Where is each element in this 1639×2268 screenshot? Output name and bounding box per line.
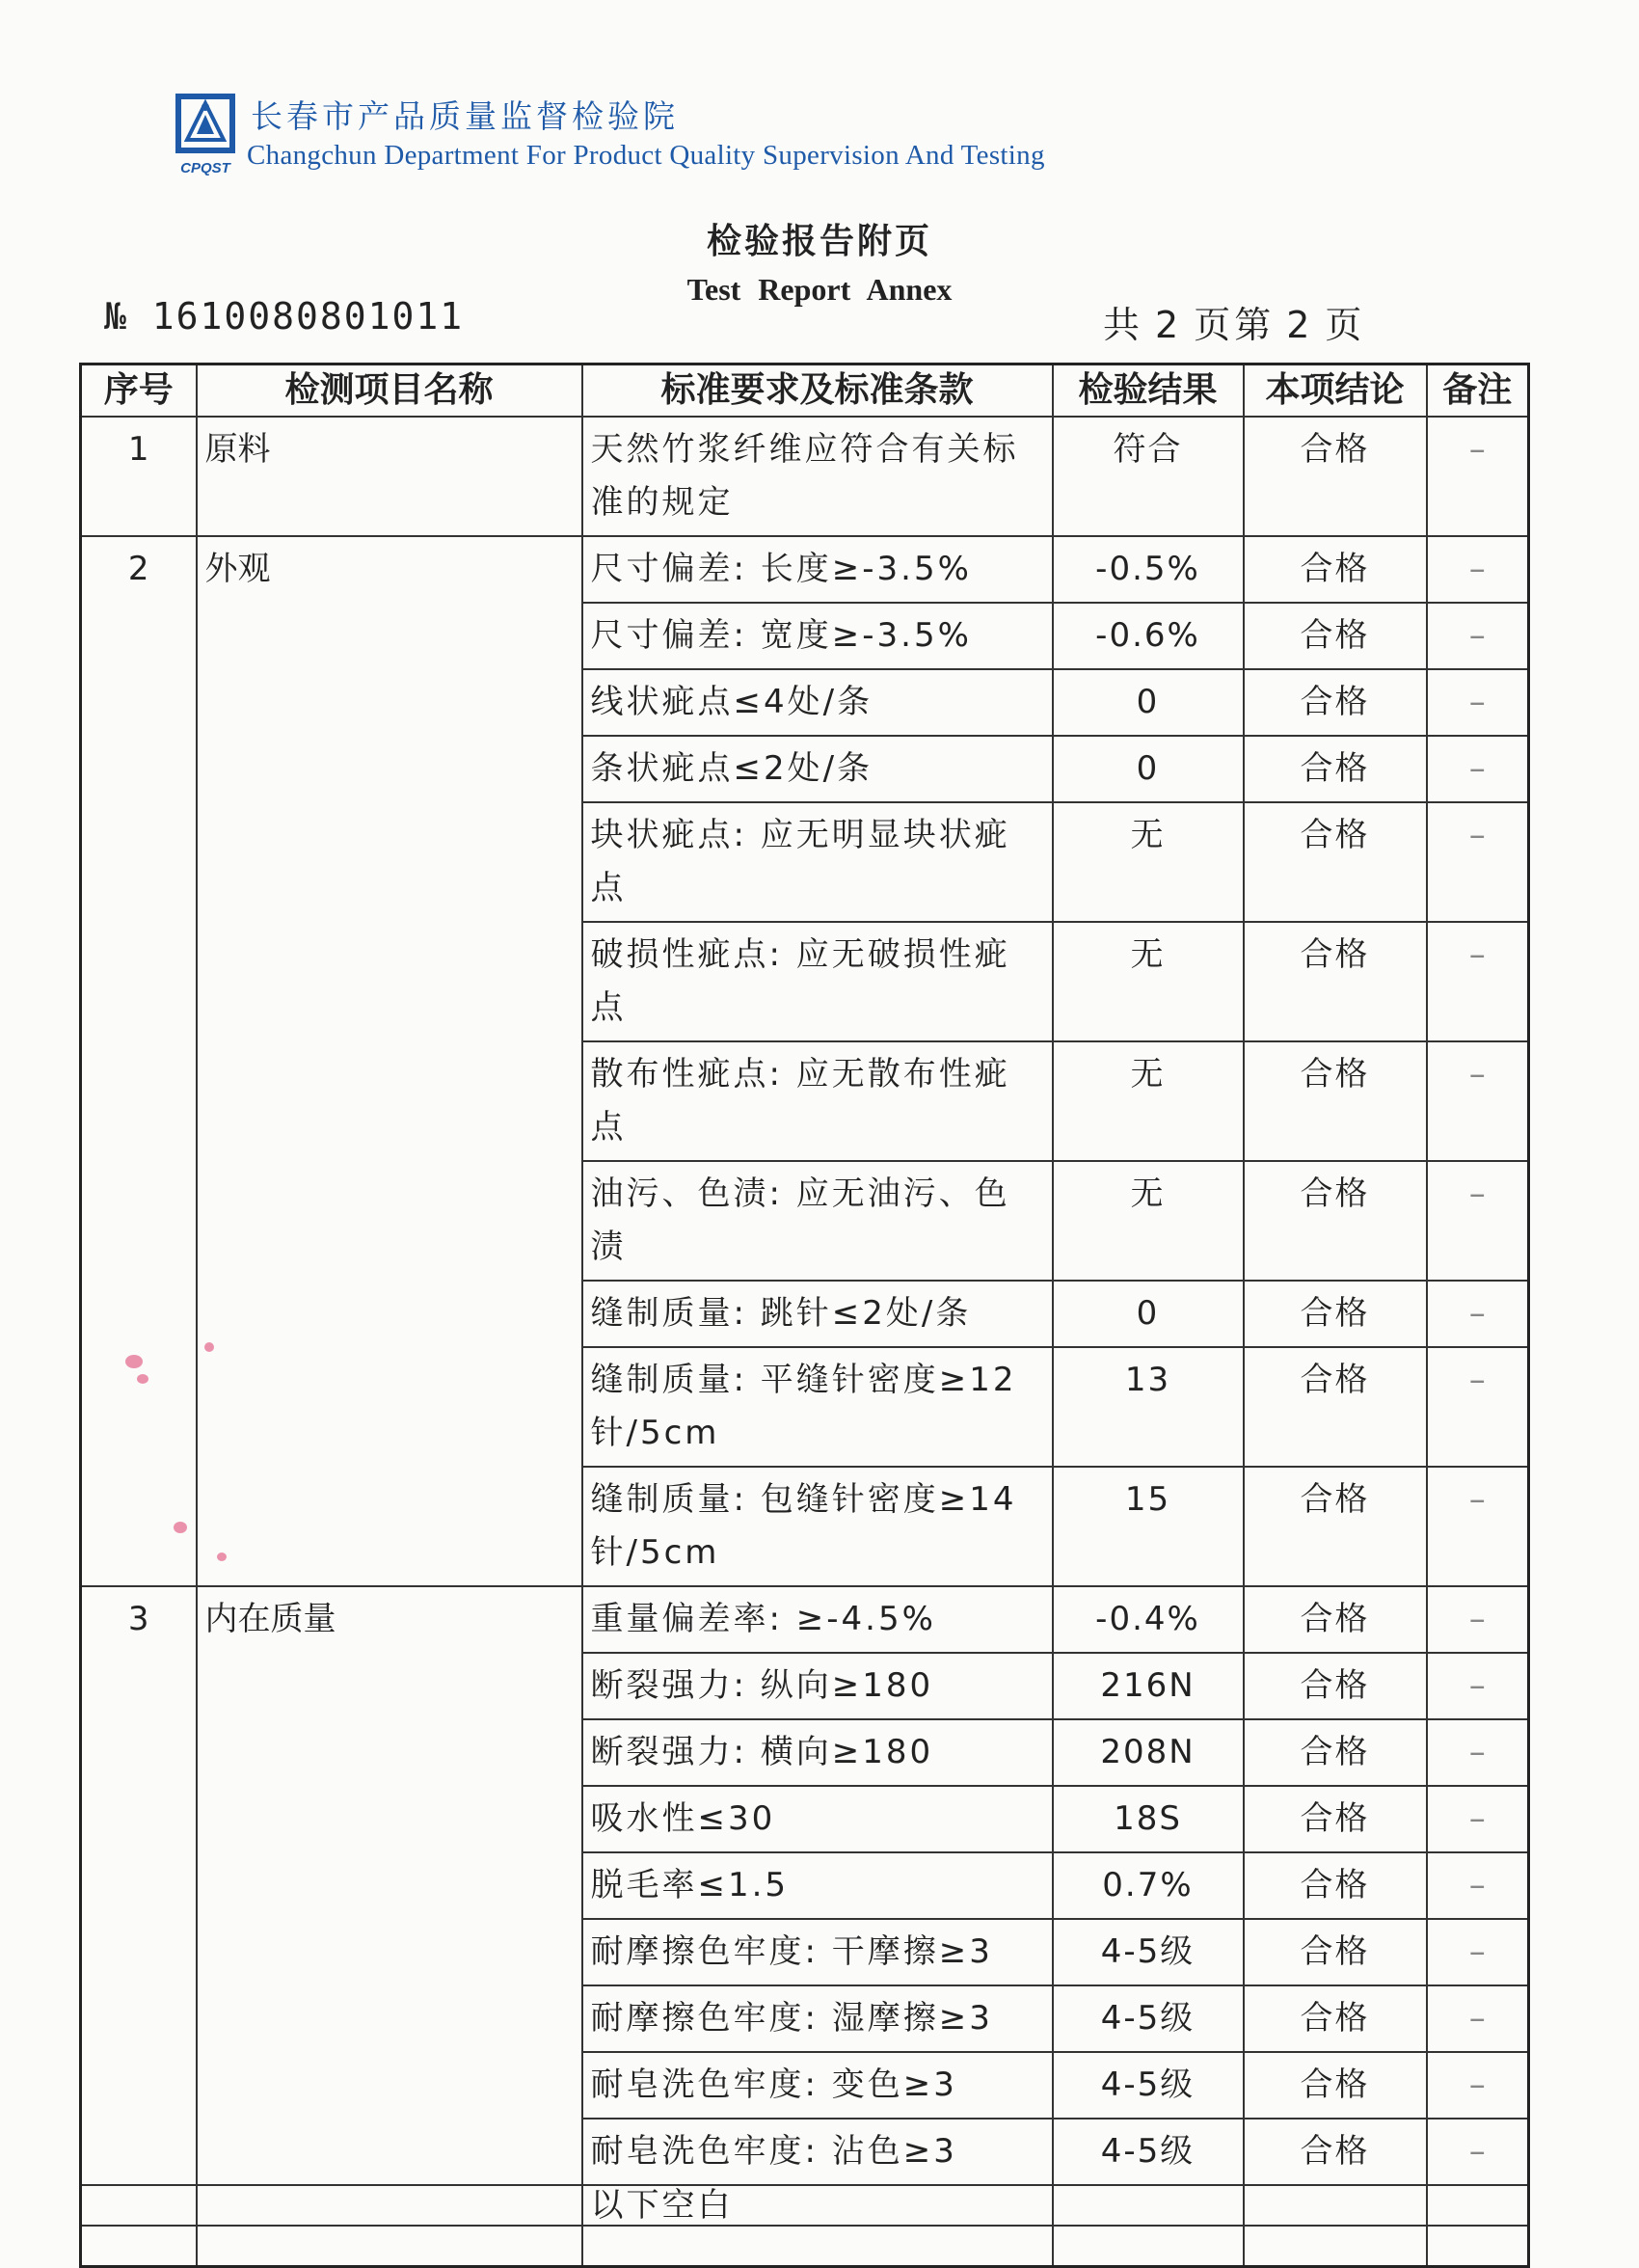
empty-row [81, 2226, 1529, 2267]
requirement-cell: 块状疵点: 应无明显块状疵点 [582, 802, 1053, 922]
page-current: 2 [1286, 304, 1314, 346]
logo-text: CPQST [180, 160, 230, 176]
conclusion-cell: 合格 [1244, 1786, 1427, 1852]
conclusion-cell: 合格 [1244, 1347, 1427, 1467]
requirement-cell: 尺寸偏差: 宽度≥-3.5% [582, 603, 1053, 669]
cpqst-logo-icon [174, 92, 237, 178]
result-cell: -0.5% [1053, 536, 1244, 603]
header-item: 检测项目名称 [197, 364, 582, 418]
requirement-cell: 缝制质量: 平缝针密度≥12针/5cm [582, 1347, 1053, 1467]
conclusion-cell: 合格 [1244, 1919, 1427, 1985]
empty-cell [81, 2226, 197, 2267]
requirement-cell: 断裂强力: 纵向≥180 [582, 1653, 1053, 1719]
requirement-cell: 条状疵点≤2处/条 [582, 736, 1053, 802]
result-cell: 4-5级 [1053, 2052, 1244, 2119]
page-total-prefix: 共 [1103, 304, 1144, 346]
remark-cell: – [1427, 1719, 1529, 1786]
item-name-cell: 外观 [197, 536, 582, 1586]
conclusion-cell: 合格 [1244, 603, 1427, 669]
requirement-cell: 耐皂洗色牢度: 变色≥3 [582, 2052, 1053, 2119]
conclusion-cell: 合格 [1244, 1161, 1427, 1281]
ink-stain [174, 1522, 187, 1533]
requirement-cell: 缝制质量: 跳针≤2处/条 [582, 1281, 1053, 1347]
table-body [81, 417, 1529, 2267]
item-name-cell: 原料 [197, 417, 582, 536]
requirement-cell: 缝制质量: 包缝针密度≥14针/5cm [582, 1467, 1053, 1586]
result-cell: 4-5级 [1053, 2119, 1244, 2185]
org-name-en: Changchun Department For Product Quality Supervision And Testing [247, 140, 1045, 171]
conclusion-cell: 合格 [1244, 736, 1427, 802]
seq-cell: 3 [81, 1586, 197, 2185]
ink-stain [217, 1552, 227, 1561]
remark-cell: – [1427, 2052, 1529, 2119]
header-conclusion: 本项结论 [1244, 364, 1427, 418]
seq-cell: 2 [81, 536, 197, 1586]
page-info [1097, 295, 1371, 348]
result-cell: -0.6% [1053, 603, 1244, 669]
result-cell: 13 [1053, 1347, 1244, 1467]
conclusion-cell: 合格 [1244, 1852, 1427, 1919]
remark-cell: – [1427, 1852, 1529, 1919]
conclusion-cell: 合格 [1244, 1467, 1427, 1586]
remark-cell: – [1427, 1919, 1529, 1985]
requirement-cell: 脱毛率≤1.5 [582, 1852, 1053, 1919]
header-remark: 备注 [1427, 364, 1529, 418]
org-name-cn: 长春市产品质量监督检验院 [251, 97, 679, 135]
requirement-cell: 散布性疵点: 应无散布性疵点 [582, 1041, 1053, 1161]
empty-cell [1053, 2185, 1244, 2226]
table-row [81, 417, 1529, 536]
requirement-cell: 尺寸偏差: 长度≥-3.5% [582, 536, 1053, 603]
empty-cell [81, 2185, 197, 2226]
remark-cell: – [1427, 736, 1529, 802]
ink-stain [125, 1355, 143, 1368]
conclusion-cell: 合格 [1244, 2052, 1427, 2119]
remark-cell: – [1427, 1281, 1529, 1347]
conclusion-cell: 合格 [1244, 1041, 1427, 1161]
page-title-cn: 检验报告附页 [706, 222, 932, 261]
requirement-cell: 油污、色渍: 应无油污、色渍 [582, 1161, 1053, 1281]
empty-cell [582, 2226, 1053, 2267]
result-cell: 216N [1053, 1653, 1244, 1719]
report-number: № 1610080801011 [104, 295, 465, 338]
empty-cell [1427, 2226, 1529, 2267]
remark-cell: – [1427, 1161, 1529, 1281]
remark-cell: – [1427, 802, 1529, 922]
remark-cell: – [1427, 1041, 1529, 1161]
footer-note-cell: 以下空白 [582, 2185, 1053, 2226]
requirement-cell: 天然竹浆纤维应符合有关标准的规定 [582, 417, 1053, 536]
remark-cell: – [1427, 417, 1529, 536]
empty-cell [1244, 2226, 1427, 2267]
result-cell: -0.4% [1053, 1586, 1244, 1653]
remark-cell: – [1427, 922, 1529, 1041]
table-row [81, 536, 1529, 603]
remark-cell: – [1427, 1786, 1529, 1852]
report-header [174, 92, 1045, 188]
remark-cell: – [1427, 1985, 1529, 2052]
page-mid: 页第 [1194, 304, 1276, 346]
header-result: 检验结果 [1053, 364, 1244, 418]
seq-cell: 1 [81, 417, 197, 536]
requirement-cell: 耐皂洗色牢度: 沾色≥3 [582, 2119, 1053, 2185]
conclusion-cell: 合格 [1244, 2119, 1427, 2185]
result-cell: 4-5级 [1053, 1985, 1244, 2052]
result-cell: 0.7% [1053, 1852, 1244, 1919]
conclusion-cell: 合格 [1244, 802, 1427, 922]
empty-cell [1244, 2185, 1427, 2226]
result-cell: 208N [1053, 1719, 1244, 1786]
conclusion-cell: 合格 [1244, 536, 1427, 603]
requirement-cell: 吸水性≤30 [582, 1786, 1053, 1852]
remark-cell: – [1427, 603, 1529, 669]
header-requirement: 标准要求及标准条款 [582, 364, 1053, 418]
conclusion-cell: 合格 [1244, 1653, 1427, 1719]
requirement-cell: 重量偏差率: ≥-4.5% [582, 1586, 1053, 1653]
remark-cell: – [1427, 1653, 1529, 1719]
page-title-en: Test Report Annex [686, 272, 953, 307]
conclusion-cell: 合格 [1244, 1586, 1427, 1653]
table-row [81, 1586, 1529, 1653]
result-cell: 无 [1053, 1041, 1244, 1161]
item-name-cell: 内在质量 [197, 1586, 582, 2185]
result-cell: 15 [1053, 1467, 1244, 1586]
page-suffix: 页 [1325, 304, 1366, 346]
result-cell: 4-5级 [1053, 1919, 1244, 1985]
ink-stain [137, 1374, 148, 1384]
conclusion-cell: 合格 [1244, 922, 1427, 1041]
requirement-cell: 断裂强力: 横向≥180 [582, 1719, 1053, 1786]
result-cell: 无 [1053, 1161, 1244, 1281]
empty-cell [1053, 2226, 1244, 2267]
remark-cell: – [1427, 669, 1529, 736]
conclusion-cell: 合格 [1244, 1985, 1427, 2052]
requirement-cell: 线状疵点≤4处/条 [582, 669, 1053, 736]
result-cell: 无 [1053, 802, 1244, 922]
result-cell: 符合 [1053, 417, 1244, 536]
requirement-cell: 破损性疵点: 应无破损性疵点 [582, 922, 1053, 1041]
remark-cell: – [1427, 1586, 1529, 1653]
result-cell: 0 [1053, 1281, 1244, 1347]
table-header-row [81, 364, 1529, 418]
requirement-cell: 耐摩擦色牢度: 湿摩擦≥3 [582, 1985, 1053, 2052]
result-cell: 无 [1053, 922, 1244, 1041]
empty-cell [197, 2185, 582, 2226]
conclusion-cell: 合格 [1244, 669, 1427, 736]
conclusion-cell: 合格 [1244, 1719, 1427, 1786]
remark-cell: – [1427, 1347, 1529, 1467]
conclusion-cell: 合格 [1244, 1281, 1427, 1347]
result-cell: 18S [1053, 1786, 1244, 1852]
page-total: 2 [1155, 304, 1183, 346]
result-cell: 0 [1053, 736, 1244, 802]
footer-row [81, 2185, 1529, 2226]
header-seq: 序号 [81, 364, 197, 418]
remark-cell: – [1427, 2119, 1529, 2185]
remark-cell: – [1427, 536, 1529, 603]
conclusion-cell: 合格 [1244, 417, 1427, 536]
empty-cell [197, 2226, 582, 2267]
test-results-table [79, 363, 1530, 2268]
requirement-cell: 耐摩擦色牢度: 干摩擦≥3 [582, 1919, 1053, 1985]
empty-cell [1427, 2185, 1529, 2226]
result-cell: 0 [1053, 669, 1244, 736]
ink-stain [204, 1342, 214, 1352]
remark-cell: – [1427, 1467, 1529, 1586]
